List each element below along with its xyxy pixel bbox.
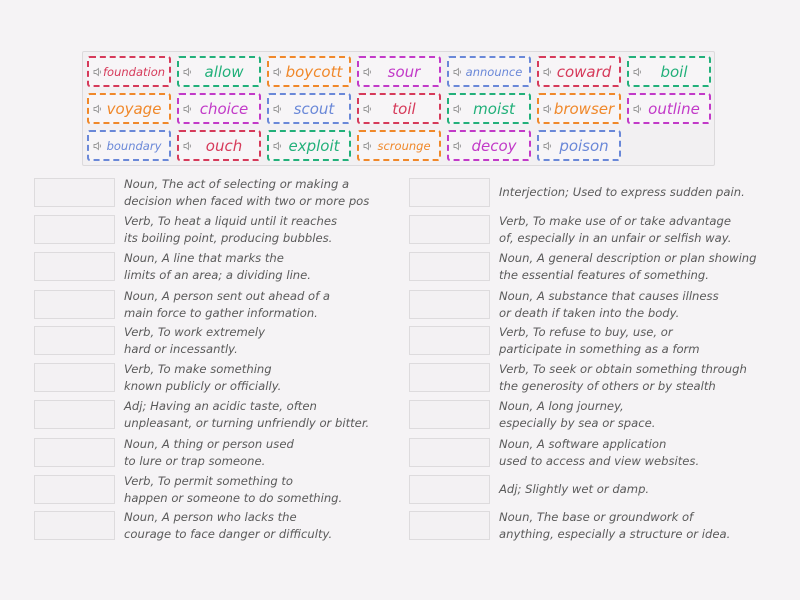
word-tile[interactable] <box>447 130 531 161</box>
definition-text <box>124 176 414 210</box>
word-tile[interactable] <box>267 56 351 87</box>
definition-text <box>499 436 789 470</box>
definition-line-1: Verb, To make something <box>124 362 272 376</box>
definition-line-2: or death if taken into the body. <box>499 306 680 320</box>
definition-line-1: Noun, A general description or plan showing <box>499 251 757 265</box>
definition-line-1: Interjection; Used to express sudden pain. <box>499 185 745 199</box>
speaker-icon[interactable] <box>633 104 643 114</box>
definition-line-1: Noun, A thing or person used <box>124 437 294 451</box>
definition-line-2: limits of an area; a dividing line. <box>124 268 311 282</box>
word-tile[interactable] <box>447 56 531 87</box>
definition-line-1: Verb, To refuse to buy, use, or <box>499 325 673 339</box>
answer-drop-slot[interactable] <box>34 178 115 207</box>
definition-line-2: especially by sea or space. <box>499 416 656 430</box>
answer-drop-slot[interactable] <box>409 178 490 207</box>
definition-line-1: Noun, A long journey, <box>499 399 624 413</box>
word-label: allow <box>204 62 244 81</box>
word-tile[interactable] <box>177 56 261 87</box>
speaker-icon[interactable] <box>543 67 553 77</box>
word-bank <box>82 51 715 166</box>
speaker-icon[interactable] <box>453 141 463 151</box>
definition-text <box>124 361 414 395</box>
definition-line-2: the generosity of others or by stealth <box>499 379 716 393</box>
word-label: boil <box>660 62 688 81</box>
definition-line-1: Noun, A substance that causes illness <box>499 289 719 303</box>
word-label: browser <box>553 99 615 118</box>
word-tile[interactable] <box>537 93 621 124</box>
speaker-icon[interactable] <box>633 67 643 77</box>
word-label: coward <box>556 62 612 81</box>
answer-drop-slot[interactable] <box>34 215 115 244</box>
definition-line-1: Noun, The base or groundwork of <box>499 510 694 524</box>
definition-line-2: decision when faced with two or more pos <box>124 194 370 208</box>
definition-text <box>124 213 414 247</box>
definition-line-2: participate in something as a form <box>499 342 700 356</box>
definition-text <box>499 324 789 358</box>
definition-line-2: anything, especially a structure or idea. <box>499 527 731 541</box>
definition-text <box>499 481 789 498</box>
definition-text <box>499 213 789 247</box>
answer-drop-slot[interactable] <box>409 438 490 467</box>
answer-drop-slot[interactable] <box>409 290 490 319</box>
speaker-icon[interactable] <box>93 141 103 151</box>
word-label: poison <box>559 136 609 155</box>
word-tile[interactable] <box>177 93 261 124</box>
word-tile[interactable] <box>627 56 711 87</box>
speaker-icon[interactable] <box>183 141 193 151</box>
speaker-icon[interactable] <box>93 67 103 77</box>
answer-drop-slot[interactable] <box>34 475 115 504</box>
word-tile[interactable] <box>357 130 441 161</box>
answer-drop-slot[interactable] <box>409 475 490 504</box>
word-label: toil <box>392 99 416 118</box>
word-label: boycott <box>285 62 343 81</box>
definition-line-2: used to access and view websites. <box>499 454 700 468</box>
definition-line-2: main force to gather information. <box>124 306 318 320</box>
word-label: voyage <box>106 99 162 118</box>
word-tile[interactable] <box>357 93 441 124</box>
definition-line-1: Adj; Having an acidic taste, often <box>124 399 317 413</box>
word-tile[interactable] <box>87 93 171 124</box>
definition-text <box>124 509 414 543</box>
speaker-icon[interactable] <box>183 104 193 114</box>
definition-line-1: Noun, A line that marks the <box>124 251 284 265</box>
word-label: decoy <box>471 136 517 155</box>
speaker-icon[interactable] <box>273 67 283 77</box>
definition-text <box>124 473 414 507</box>
definition-text <box>499 509 789 543</box>
word-tile[interactable] <box>357 56 441 87</box>
speaker-icon[interactable] <box>273 141 283 151</box>
speaker-icon[interactable] <box>363 67 373 77</box>
word-label: exploit <box>288 136 340 155</box>
speaker-icon[interactable] <box>543 104 553 114</box>
speaker-icon[interactable] <box>183 67 193 77</box>
word-label: announce <box>465 64 523 79</box>
definition-line-1: Noun, A person sent out ahead of a <box>124 289 330 303</box>
word-label: choice <box>199 99 249 118</box>
answer-drop-slot[interactable] <box>34 290 115 319</box>
word-tile[interactable] <box>537 130 621 161</box>
definition-line-1: Verb, To seek or obtain something through <box>499 362 747 376</box>
definition-text <box>124 250 414 284</box>
speaker-icon[interactable] <box>363 141 373 151</box>
definition-line-1: Noun, A person who lacks the <box>124 510 297 524</box>
speaker-icon[interactable] <box>363 104 373 114</box>
definition-text <box>124 436 414 470</box>
definition-line-1: Noun, A software application <box>499 437 667 451</box>
speaker-icon[interactable] <box>453 104 463 114</box>
word-label: moist <box>473 99 515 118</box>
definition-line-1: Verb, To work extremely <box>124 325 265 339</box>
definition-line-1: Verb, To make use of or take advantage <box>499 214 731 228</box>
word-label: scrounge <box>377 138 431 153</box>
definition-line-2: its boiling point, producing bubbles. <box>124 231 333 245</box>
word-tile[interactable] <box>447 93 531 124</box>
word-tile[interactable] <box>537 56 621 87</box>
speaker-icon[interactable] <box>453 67 463 77</box>
answer-drop-slot[interactable] <box>409 215 490 244</box>
word-tile[interactable] <box>627 93 711 124</box>
answer-drop-slot[interactable] <box>409 252 490 281</box>
definition-text <box>499 361 789 395</box>
definition-line-2: the essential features of something. <box>499 268 709 282</box>
definition-line-2: known publicly or officially. <box>124 379 282 393</box>
definition-line-2: of, especially in an unfair or selfish way. <box>499 231 732 245</box>
word-label: foundation <box>103 64 166 79</box>
answer-drop-slot[interactable] <box>34 438 115 467</box>
word-tile[interactable] <box>267 130 351 161</box>
speaker-icon[interactable] <box>273 104 283 114</box>
answer-drop-slot[interactable] <box>34 252 115 281</box>
definition-text <box>499 288 789 322</box>
word-tile[interactable] <box>267 93 351 124</box>
definition-line-1: Verb, To permit something to <box>124 474 294 488</box>
answer-drop-slot[interactable] <box>409 326 490 355</box>
word-label: scout <box>293 99 335 118</box>
definition-text <box>124 288 414 322</box>
definition-line-2: to lure or trap someone. <box>124 454 266 468</box>
definition-text <box>499 398 789 432</box>
answer-drop-slot[interactable] <box>409 363 490 392</box>
speaker-icon[interactable] <box>93 104 103 114</box>
definition-text <box>124 398 414 432</box>
answer-drop-slot[interactable] <box>34 363 115 392</box>
definition-text <box>124 324 414 358</box>
definition-text <box>499 184 789 201</box>
word-label: boundary <box>106 138 162 153</box>
answer-drop-slot[interactable] <box>409 400 490 429</box>
answer-drop-slot[interactable] <box>409 511 490 540</box>
speaker-icon[interactable] <box>543 141 553 151</box>
word-label: outline <box>648 99 700 118</box>
answer-drop-slot[interactable] <box>34 400 115 429</box>
definition-line-2: hard or incessantly. <box>124 342 238 356</box>
definition-line-1: Noun, The act of selecting or making a <box>124 177 350 191</box>
definition-line-2: unpleasant, or turning unfriendly or bitter. <box>124 416 370 430</box>
definition-text <box>499 250 789 284</box>
answer-drop-slot[interactable] <box>34 511 115 540</box>
definition-line-2: courage to face danger or difficulty. <box>124 527 333 541</box>
definition-line-2: happen or someone to do something. <box>124 491 343 505</box>
definition-line-1: Adj; Slightly wet or damp. <box>499 482 650 496</box>
word-label: ouch <box>205 136 243 155</box>
word-tile[interactable] <box>87 56 171 87</box>
word-tile[interactable] <box>177 130 261 161</box>
definition-line-1: Verb, To heat a liquid until it reaches <box>124 214 338 228</box>
word-tile[interactable] <box>87 130 171 161</box>
word-label: sour <box>387 62 421 81</box>
answer-drop-slot[interactable] <box>34 326 115 355</box>
